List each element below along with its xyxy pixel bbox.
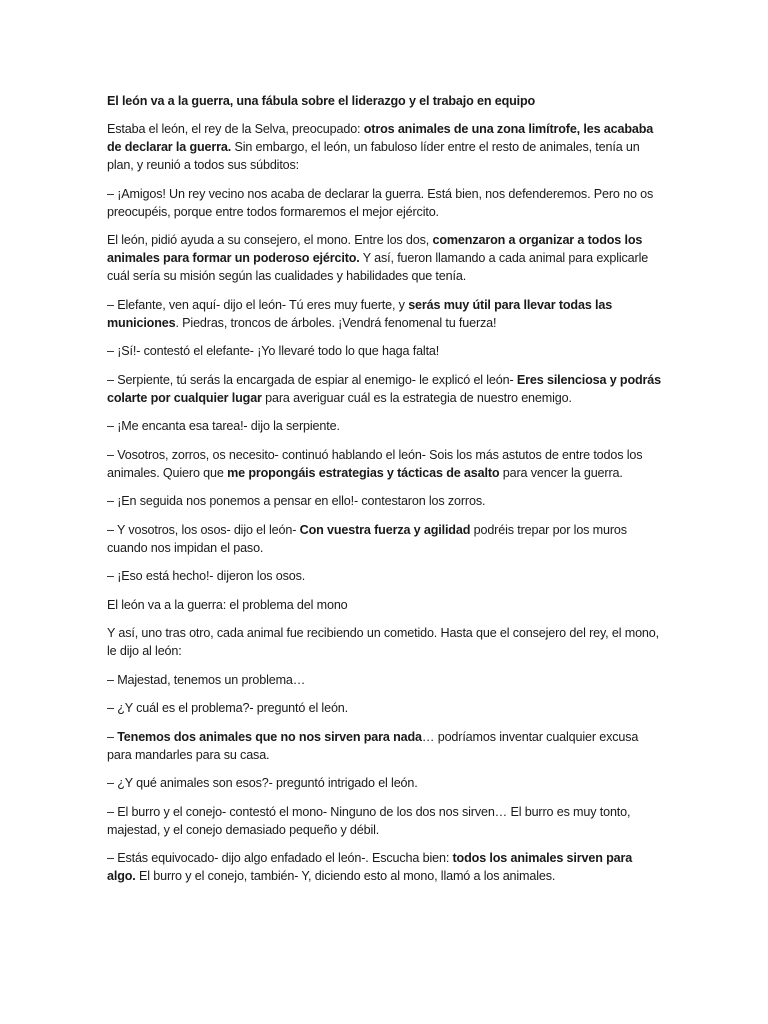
text-run: Y así, uno tras otro, cada animal fue recibiendo un cometido. Hasta que el consejero del rey, el mono, le dijo al león: [107,626,659,658]
text-run: Y así, fueron llamando a cada animal para explicarle cuál sería su misión según las cualidades y habilidades que tenía. [107,251,649,283]
text-run: – Vosotros, zorros, os necesito- continuó hablando el león- Sois los más astutos de entre todos los animales. Quiero que [107,447,643,480]
paragraph [107,185,662,221]
paragraph [107,671,662,689]
bold-text: serás muy útil para llevar todas las municiones [107,297,613,330]
bold-text: me propongáis estrategias y tácticas de asalto [227,465,500,480]
text-run: – Estás equivocado- dijo algo enfadado el león-. Escucha bien: [107,851,453,865]
bold-text: todos los animales sirven para algo. [107,851,633,883]
text-run: … podríamos inventar cualquier excusa para mandarles para su casa. [107,729,639,762]
text-run: – Elefante, ven aquí- dijo el león- Tú eres muy fuerte, y [107,297,409,312]
paragraph [107,849,662,885]
text-run: Estaba el león, el rey de la Selva, preocupado: [107,122,364,136]
paragraph [107,521,662,557]
text-run: – ¿Y qué animales son esos?- preguntó intrigado el león. [107,776,418,790]
paragraph [107,371,662,407]
text-run: El león va a la guerra: el problema del mono [107,597,348,612]
text-run: . Piedras, troncos de árboles. ¡Vendrá fenomenal tu fuerza! [175,315,497,330]
document-body [107,120,662,885]
text-run: El burro y el conejo, también- Y, diciendo esto al mono, llamó a los animales. [135,869,556,883]
paragraph [107,296,662,332]
text-run: – Y vosotros, los osos- dijo el león- [107,522,300,537]
text-run: Sin embargo, el león, un fabuloso líder entre el resto de animales, tenía un plan, y reunió a todos sus súbditos: [107,140,640,172]
text-run: El león, pidió ayuda a su consejero, el mono. Entre los dos, [107,233,433,247]
paragraph [107,624,662,660]
paragraph [107,567,662,585]
paragraph [107,803,662,839]
paragraph [107,774,662,792]
bold-text: otros animales de una zona limítrofe, les acababa de declarar la guerra. [107,122,654,154]
bold-text: Con vuestra fuerza y agilidad [299,522,471,537]
paragraph [107,492,662,510]
document-page [107,92,662,896]
text-run: – ¡Eso está hecho!- dijeron los osos. [107,569,306,583]
text-run: – Serpiente, tú serás la encargada de espiar al enemigo- le explicó el león- [107,372,517,387]
text-run: podréis trepar por los muros cuando nos impidan el paso. [107,522,627,555]
text-run: – ¡Sí!- contestó el elefante- ¡Yo llevaré todo lo que haga falta! [107,344,440,358]
bold-text: Tenemos dos animales que no nos sirven para nada [117,729,422,744]
text-run: – Majestad, tenemos un problema… [107,672,306,687]
text-run: – ¡Me encanta esa tarea!- dijo la serpiente. [107,419,340,433]
bold-text: comenzaron a organizar a todos los animales para formar un poderoso ejército. [107,233,643,265]
text-run: – [107,729,118,744]
paragraph [107,446,662,482]
text-run: – ¿Y cuál es el problema?- preguntó el león. [107,701,348,715]
paragraph [107,417,662,435]
text-run: para vencer la guerra. [499,465,623,480]
paragraph [107,699,662,717]
document-title: El león va a la guerra, una fábula sobre el liderazgo y el trabajo en equipo [107,94,536,108]
paragraph [107,342,662,360]
bold-text: Eres silenciosa y podrás colarte por cualquier lugar [107,372,662,405]
paragraph [107,120,662,174]
text-run: – ¡En seguida nos ponemos a pensar en ello!- contestaron los zorros. [107,494,486,508]
paragraph [107,231,662,285]
text-run: – El burro y el conejo- contestó el mono- Ninguno de los dos nos sirven… El burro es muy tonto, majestad, y el conejo demasiado pequeño y débil. [107,804,631,837]
text-run: para averiguar cuál es la estrategia de nuestro enemigo. [261,390,572,405]
paragraph [107,728,662,764]
text-run: – ¡Amigos! Un rey vecino nos acaba de declarar la guerra. Está bien, nos defenderemos. Pero no os preocupéis, porque entre todos formaremos el mejor ejército. [107,186,654,219]
paragraph [107,596,662,614]
